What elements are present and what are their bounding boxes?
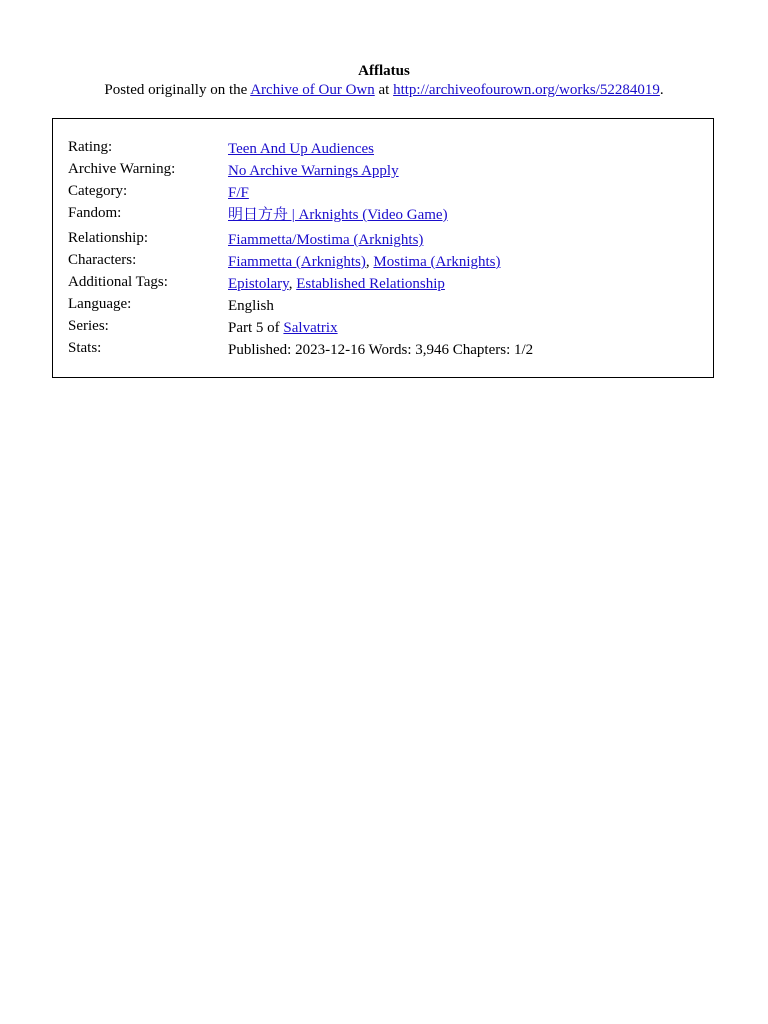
work-url-link[interactable]: http://archiveofourown.org/works/52284019 <box>393 82 660 98</box>
relationship-label: Relationship: <box>68 230 148 246</box>
rating-link[interactable]: Teen And Up Audiences <box>228 141 375 157</box>
series-prefix: Part 5 of <box>228 320 284 336</box>
posted-prefix: Posted originally on the <box>104 82 251 98</box>
language-label: Language: <box>68 296 132 312</box>
rating-label: Rating: <box>68 139 113 155</box>
series-label: Series: <box>68 318 109 334</box>
language-value: English <box>228 298 274 314</box>
posted-line <box>0 80 768 100</box>
category-label: Category: <box>68 183 128 199</box>
fandom-label: Fandom: <box>68 205 122 221</box>
fandom-link[interactable]: 明日方舟 | Arknights (Video Game) <box>228 207 448 223</box>
language-row <box>68 294 698 316</box>
stats-value: Published: 2023-12-16 Words: 3,946 Chapters: 1/2 <box>228 342 534 358</box>
fandom-row <box>68 203 698 228</box>
metadata-rows <box>68 137 698 360</box>
series-link[interactable]: Salvatrix <box>283 320 338 336</box>
character-link[interactable]: Fiammetta (Arknights) <box>228 254 366 270</box>
warning-label: Archive Warning: <box>68 161 176 177</box>
tags-label: Additional Tags: <box>68 274 168 290</box>
stats-label: Stats: <box>68 340 102 356</box>
warning-link[interactable]: No Archive Warnings Apply <box>228 163 399 179</box>
at-text: at <box>374 82 394 98</box>
tag-link[interactable]: Established Relationship <box>296 276 445 292</box>
work-title: Afflatus <box>358 63 410 79</box>
relationship-row <box>68 228 698 250</box>
relationship-link[interactable]: Fiammetta/Mostima (Arknights) <box>228 232 424 248</box>
category-link[interactable]: F/F <box>228 185 249 201</box>
tag-link[interactable]: Epistolary <box>228 276 289 292</box>
end-period: . <box>659 82 664 98</box>
stats-row <box>68 338 698 360</box>
series-row <box>68 316 698 338</box>
archive-link[interactable]: Archive of Our Own <box>250 82 375 98</box>
tags-row <box>68 272 698 294</box>
work-metadata-box <box>52 118 714 378</box>
warning-row <box>68 159 698 181</box>
tags-separator: , <box>288 276 297 292</box>
category-row <box>68 181 698 203</box>
characters-label: Characters: <box>68 252 137 268</box>
work-header <box>0 62 768 100</box>
characters-row <box>68 250 698 272</box>
rating-row <box>68 137 698 159</box>
characters-separator: , <box>365 254 374 270</box>
character-link[interactable]: Mostima (Arknights) <box>373 254 501 270</box>
